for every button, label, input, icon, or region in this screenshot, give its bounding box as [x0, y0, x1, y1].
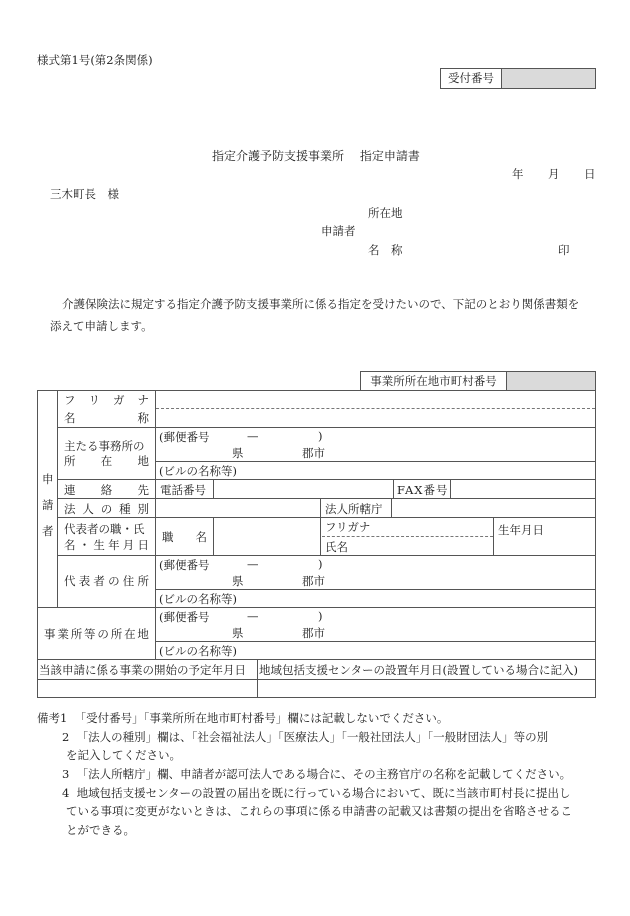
- rep-label-1: 代表者の職・氏: [64, 522, 145, 536]
- rep-county-city: 郡市: [302, 574, 325, 588]
- note-4-cont-1: ている事項に変更がないときは、これらの事項に係る申請書の記載又は書類の提出を省略させるこ: [66, 804, 572, 818]
- rep-address-label: 代 表 者 の 住 所: [64, 574, 149, 588]
- main-office-building-label: (ビルの名称等): [159, 464, 237, 478]
- seal-label: 印: [558, 243, 570, 257]
- rep-name-label: 氏名: [325, 540, 348, 554]
- rep-prefecture: 県: [232, 574, 244, 588]
- applicant-label: 申請者: [321, 224, 356, 238]
- rep-label-2: 名 ・ 生 年 月 日: [64, 538, 149, 552]
- note-4: 4 地域包括支援センターの設置の届出を既に行っている場合において、既に当該市町村長に提出し: [62, 786, 571, 800]
- office-postal-label: (郵便番号: [159, 610, 210, 624]
- name-label: 名 称: [64, 411, 149, 425]
- date-month: 月: [548, 167, 560, 181]
- corp-type-label: 法 人 の 種 別: [64, 502, 149, 516]
- main-office-postal-close: ): [318, 429, 323, 443]
- main-office-label-2: 所 在 地: [64, 454, 149, 468]
- start-date-label: 当該申請に係る事業の開始の予定年月日: [39, 663, 246, 677]
- fax-input[interactable]: [451, 480, 595, 497]
- position-input[interactable]: [214, 518, 319, 554]
- rep-postal-dash: —: [247, 557, 259, 571]
- intro-line-2: 添えて申請します。: [50, 319, 153, 333]
- main-office-prefecture: 県: [232, 446, 244, 460]
- municipality-number-label: 事業所所在地市町村番号: [361, 372, 507, 390]
- rep-building-label: (ビルの名称等): [159, 592, 237, 606]
- intro-line-1: 介護保険法に規定する指定介護予防支援事業所に係る指定を受けたいので、下記のとおり関係書類を: [62, 297, 580, 311]
- office-prefecture: 県: [232, 626, 244, 640]
- office-county-city: 郡市: [302, 626, 325, 640]
- furigana-input[interactable]: [156, 391, 595, 407]
- birthdate-label: 生年月日: [498, 523, 544, 537]
- note-4-cont-2: とができる。: [66, 823, 135, 837]
- start-date-input[interactable]: [38, 680, 256, 697]
- office-postal-close: ): [318, 609, 323, 623]
- reception-number-field[interactable]: [502, 69, 595, 88]
- reception-number-box: [440, 68, 596, 89]
- office-postal-dash: —: [247, 609, 259, 623]
- main-office-label-1: 主たる事務所の: [64, 439, 145, 453]
- date-year: 年: [512, 167, 524, 181]
- municipality-number-box: [360, 371, 596, 391]
- main-office-postal-dash: —: [247, 429, 259, 443]
- municipality-number-field[interactable]: [507, 372, 595, 390]
- fax-label: FAX番号: [397, 483, 449, 497]
- position-label: 職 名: [162, 530, 207, 544]
- reception-number-label: 受付番号: [441, 69, 502, 88]
- phone-label: 電話番号: [160, 483, 206, 497]
- center-date-label: 地域包括支援センターの設置年月日(設置している場合に記入): [259, 663, 579, 677]
- corp-authority-input[interactable]: [392, 499, 595, 516]
- center-date-input[interactable]: [258, 680, 595, 697]
- applicant-name-label: 名 称: [368, 243, 403, 257]
- rep-postal-label: (郵便番号: [159, 558, 210, 572]
- main-office-postal-label: (郵便番号: [159, 430, 210, 444]
- form-number: 様式第1号(第2条関係): [37, 53, 153, 67]
- furigana-label: フ リ ガ ナ: [64, 393, 149, 407]
- note-2: 2 「法人の種別」欄は、「社会福祉法人」「医療法人」「一般社団法人」「一般財団法人」等の別: [62, 730, 549, 744]
- name-input[interactable]: [156, 409, 595, 426]
- phone-input[interactable]: [214, 480, 392, 497]
- note-2-cont: を記入してください。: [66, 748, 181, 762]
- applicant-side-label: 申 請 者: [42, 472, 54, 538]
- office-building-label: (ビルの名称等): [159, 644, 237, 658]
- rep-furigana-label: フリガナ: [325, 520, 371, 534]
- date-day: 日: [584, 167, 596, 181]
- contact-label: 連 絡 先: [64, 483, 149, 497]
- office-location-label: 事 業 所 等 の 所 在 地: [44, 627, 149, 641]
- corp-authority-label: 法人所轄庁: [325, 502, 383, 516]
- addressee: 三木町長 様: [50, 187, 119, 201]
- applicant-address-label: 所在地: [368, 206, 403, 220]
- rep-postal-close: ): [318, 557, 323, 571]
- note-3: 3 「法人所轄庁」欄、申請者が認可法人である場合に、その主務官庁の名称を記載してください。: [62, 767, 572, 781]
- main-office-county-city: 郡市: [302, 446, 325, 460]
- page-title: 指定介護予防支援事業所 指定申請書: [212, 149, 420, 163]
- corp-type-input[interactable]: [156, 499, 319, 516]
- note-1: 備考1 「受付番号」「事業所所在地市町村番号」欄には記載しないでください。: [37, 711, 449, 725]
